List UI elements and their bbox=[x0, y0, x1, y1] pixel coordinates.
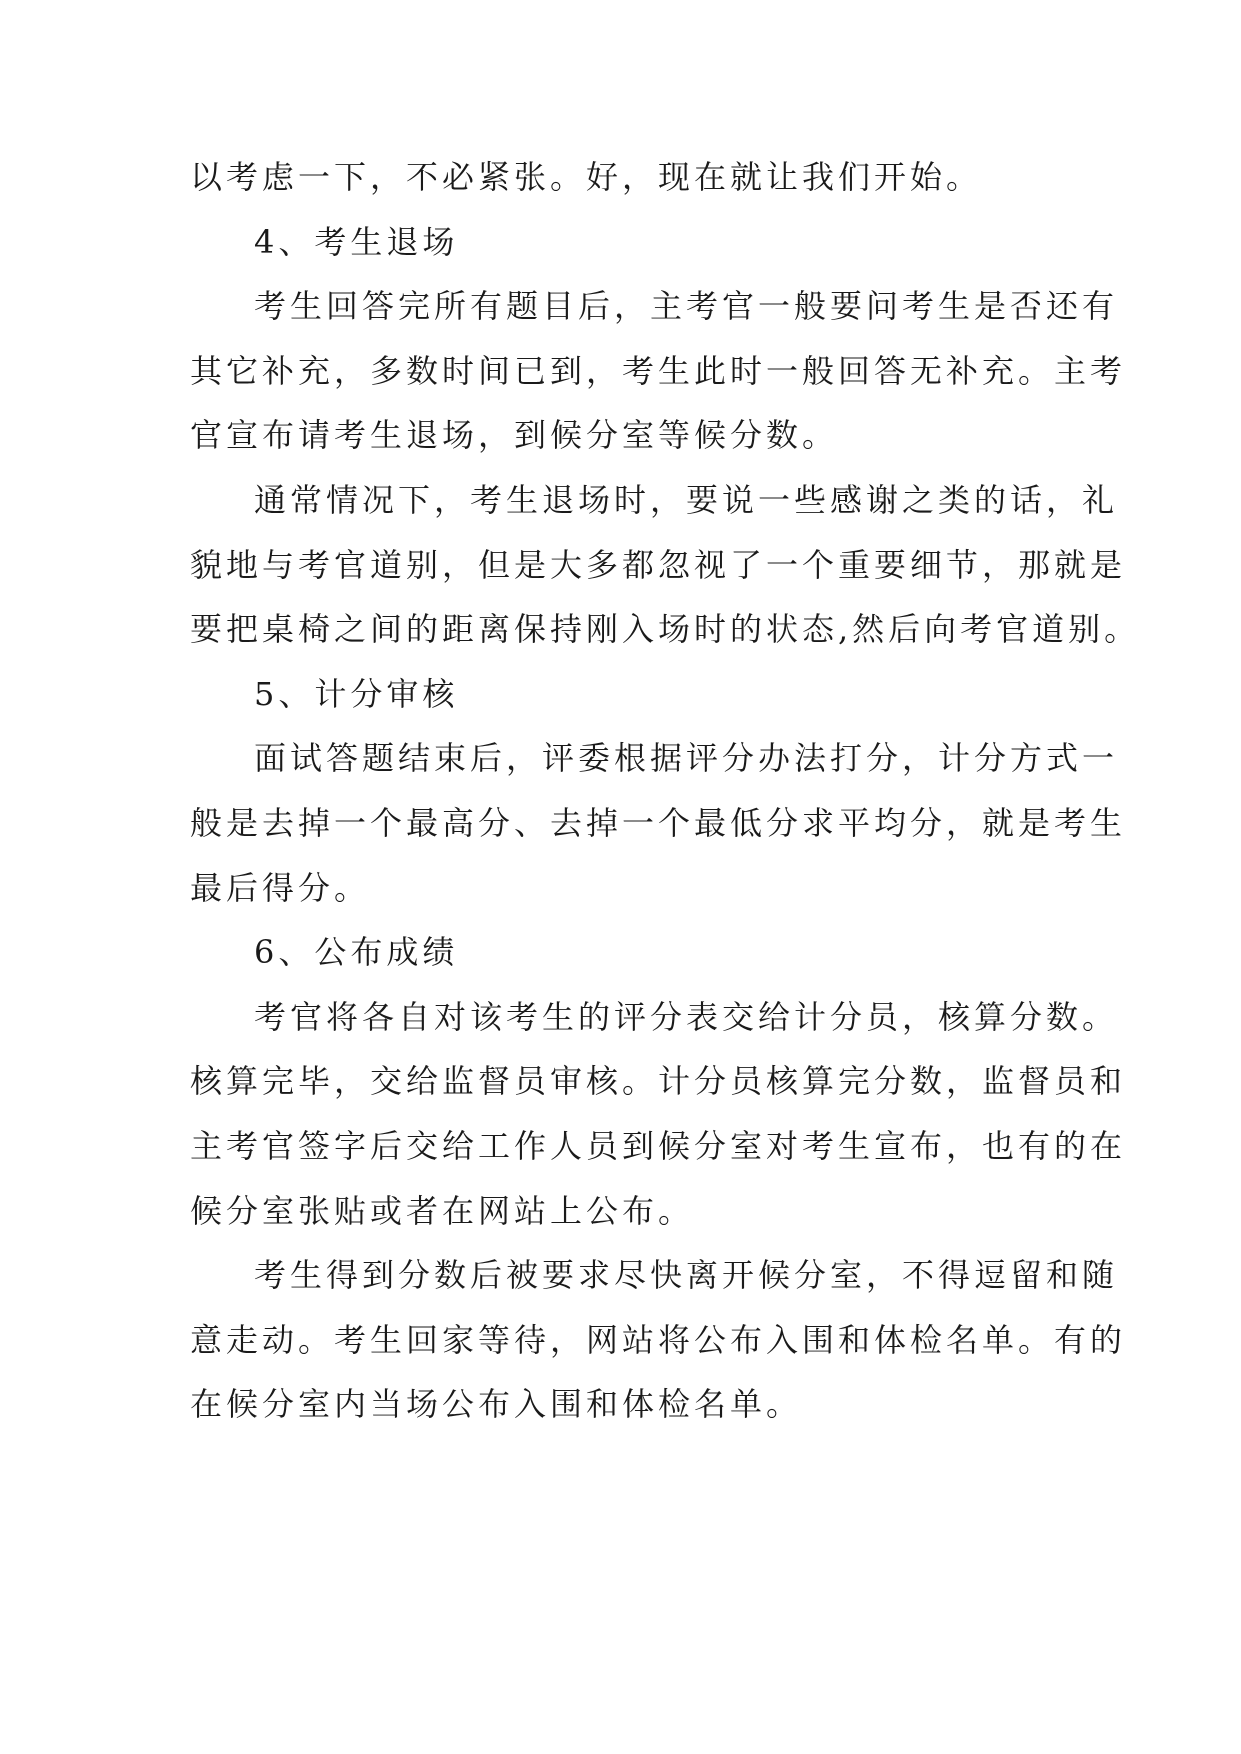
document-body bbox=[190, 145, 1141, 1437]
section-heading: 6、公布成绩 bbox=[254, 933, 459, 972]
text-line: 以考虑一下，不必紧张。好，现在就让我们开始。 bbox=[190, 158, 983, 196]
text-line: 面试答题结束后，评委根据评分办法打分，计分方式一 bbox=[254, 739, 1119, 778]
text-line: 在候分室内当场公布入围和体检名单。 bbox=[190, 1385, 803, 1424]
text-line: 官宣布请考生退场，到候分室等候分数。 bbox=[190, 416, 839, 455]
text-line: 意走动。考生回家等待，网站将公布入围和体检名单。有的 bbox=[190, 1320, 1127, 1359]
text-line: 其它补充，多数时间已到，考生此时一般回答无补充。主考 bbox=[190, 351, 1127, 390]
text-line: 通常情况下，考生退场时，要说一些感谢之类的话，礼 bbox=[254, 480, 1119, 519]
text-line: 候分室张贴或者在网站上公布。 bbox=[190, 1191, 695, 1230]
text-line: 主考官签字后交给工作人员到候分室对考生宣布，也有的在 bbox=[190, 1126, 1127, 1165]
text-line: 要把桌椅之间的距离保持刚入场时的状态,然后向考官道别。 bbox=[190, 610, 1141, 649]
text-line: 考生得到分数后被要求尽快离开候分室，不得逗留和随 bbox=[254, 1256, 1119, 1295]
text-line: 般是去掉一个最高分、去掉一个最低分求平均分，就是考生 bbox=[190, 803, 1127, 842]
text-line: 考官将各自对该考生的评分表交给计分员，核算分数。 bbox=[254, 997, 1119, 1036]
section-heading: 5、计分审核 bbox=[254, 674, 459, 713]
text-line: 最后得分。 bbox=[190, 868, 371, 907]
text-line: 貌地与考官道别，但是大多都忽视了一个重要细节，那就是 bbox=[190, 545, 1127, 584]
text-line: 考生回答完所有题目后，主考官一般要问考生是否还有 bbox=[254, 287, 1119, 326]
text-line: 核算完毕，交给监督员审核。计分员核算完分数，监督员和 bbox=[190, 1062, 1127, 1101]
section-heading: 4、考生退场 bbox=[254, 222, 459, 261]
